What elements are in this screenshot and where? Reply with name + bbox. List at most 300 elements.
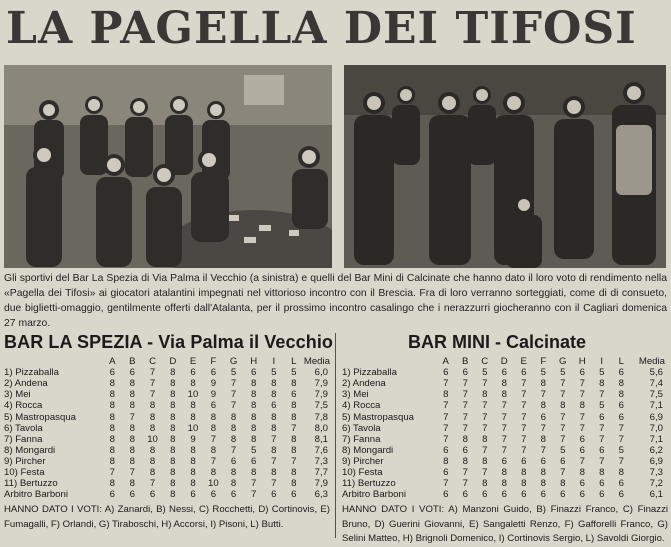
vote-cell: 5 xyxy=(251,444,257,456)
vote-cell: 7 xyxy=(462,378,468,390)
vote-cell: 8 xyxy=(291,411,297,423)
media-cell: 7,9 xyxy=(314,478,328,490)
table-row xyxy=(342,411,665,422)
vote-cell: 7 xyxy=(210,455,217,467)
vote-cell: 8 xyxy=(599,466,605,478)
player-name: 11) Bertuzzo xyxy=(342,478,396,490)
vote-cell: 7 xyxy=(521,400,527,412)
vote-cell: 8 xyxy=(291,478,297,490)
vote-cell: 6 xyxy=(618,411,624,423)
vote-cell: 5 xyxy=(230,367,237,379)
vote-cell: 8 xyxy=(109,422,115,434)
vote-cell: 8 xyxy=(149,422,156,434)
table-row xyxy=(342,434,665,445)
media-cell: 8,0 xyxy=(314,422,328,434)
vote-cell: 8 xyxy=(149,411,156,423)
player-name: 9) Pircher xyxy=(342,455,384,467)
vote-cell: 8 xyxy=(271,466,277,478)
vote-cell: 8 xyxy=(170,444,176,456)
table-row xyxy=(4,445,330,456)
vote-cell: 7 xyxy=(462,422,468,434)
vote-cell: 8 xyxy=(190,444,196,456)
column-header: G xyxy=(559,356,567,368)
vote-cell: 8 xyxy=(251,378,257,390)
table-row xyxy=(4,467,330,478)
player-name: 9) Pircher xyxy=(4,455,46,467)
vote-cell: 8 xyxy=(540,433,546,445)
vote-cell: 6 xyxy=(462,367,468,379)
vote-cell: 8 xyxy=(291,378,297,390)
player-name: 6) Tavola xyxy=(342,422,381,434)
vote-cell: 6 xyxy=(190,489,196,501)
column-header: E xyxy=(520,356,527,368)
vote-cell: 7 xyxy=(579,411,585,423)
vote-cell: 10 xyxy=(208,478,219,490)
vote-cell: 5 xyxy=(540,367,546,379)
vote-cell: 7 xyxy=(501,400,507,412)
section-title: BAR LA SPEZIA - Via Palma il Vecchio xyxy=(4,332,334,352)
vote-cell: 8 xyxy=(230,422,237,434)
vote-cell: 8 xyxy=(170,433,176,445)
vote-cell: 6 xyxy=(210,400,217,412)
vote-cell: 7 xyxy=(482,444,488,456)
vote-cell: 8 xyxy=(129,378,136,390)
vote-cell: 7 xyxy=(521,389,527,401)
vote-cell: 7 xyxy=(443,400,449,412)
vote-cell: 8 xyxy=(129,422,136,434)
photo-bar-la-spezia xyxy=(4,65,332,268)
vote-cell: 8 xyxy=(210,466,217,478)
vote-cell: 8 xyxy=(540,466,546,478)
vote-cell: 7 xyxy=(149,367,156,379)
vote-cell: 8 xyxy=(109,400,115,412)
table-header-row xyxy=(4,356,330,367)
vote-cell: 7 xyxy=(521,378,527,390)
vote-cell: 6 xyxy=(618,478,624,490)
vote-cell: 7 xyxy=(540,444,546,456)
table-row xyxy=(342,456,665,467)
vote-cell: 7 xyxy=(501,444,507,456)
vote-cell: 8 xyxy=(501,478,507,490)
vote-cell: 6 xyxy=(109,367,115,379)
vote-cell: 8 xyxy=(170,422,176,434)
media-cell: 7,7 xyxy=(314,466,328,478)
vote-cell: 6 xyxy=(230,455,237,467)
vote-cell: 7 xyxy=(501,411,507,423)
vote-cell: 8 xyxy=(170,378,176,390)
table-row xyxy=(342,489,665,500)
vote-cell: 6 xyxy=(599,444,605,456)
vote-cell: 5 xyxy=(560,444,566,456)
vote-cell: 7 xyxy=(129,466,136,478)
player-name: 1) Pizzaballa xyxy=(4,367,59,379)
vote-cell: 7 xyxy=(462,478,468,490)
column-header: C xyxy=(481,356,489,368)
vote-cell: 6 xyxy=(560,455,566,467)
vote-cell: 5 xyxy=(271,367,277,379)
media-cell: 7,9 xyxy=(314,389,328,401)
media-cell: 7,5 xyxy=(649,389,663,401)
voters-list: HANNO DATO I VOTI: A) Manzoni Guido, B) Finazzi Franco, C) Finazzi Bruno, D) Guerini Giovanni, E) Sangaletti Renzo, F) Gafforelli Franco, G) Selini Matteo, H) Brignoli Domenico, I) Cortinovis Sergio, L) Savoldi Giorgio. xyxy=(342,504,668,545)
vote-cell: 6 xyxy=(521,367,527,379)
vote-cell: 7 xyxy=(579,389,585,401)
player-name: 2) Andena xyxy=(4,378,48,390)
vote-cell: 8 xyxy=(230,411,237,423)
vote-cell: 8 xyxy=(170,411,176,423)
column-header: B xyxy=(462,356,469,368)
vote-cell: 8 xyxy=(521,478,527,490)
vote-cell: 8 xyxy=(251,400,257,412)
vote-cell: 6 xyxy=(501,367,507,379)
vote-cell: 9 xyxy=(190,433,196,445)
column-header: F xyxy=(210,356,217,368)
vote-cell: 6 xyxy=(540,489,546,501)
vote-cell: 10 xyxy=(147,433,158,445)
vote-cell: 8 xyxy=(109,411,115,423)
vote-cell: 8 xyxy=(149,400,156,412)
vote-cell: 8 xyxy=(230,478,237,490)
vote-cell: 6 xyxy=(291,489,297,501)
vote-cell: 8 xyxy=(501,378,507,390)
table-row xyxy=(4,423,330,434)
vote-cell: 6 xyxy=(210,367,217,379)
vote-cell: 6 xyxy=(579,489,585,501)
vote-cell: 6 xyxy=(291,389,297,401)
vote-cell: 7 xyxy=(462,466,468,478)
player-name: Arbitro Barboni xyxy=(342,489,406,501)
vote-cell: 7 xyxy=(271,433,277,445)
vote-cell: 7 xyxy=(149,389,156,401)
vote-cell: 8 xyxy=(618,466,624,478)
votes-table xyxy=(4,356,330,500)
vote-cell: 8 xyxy=(271,378,277,390)
vote-cell: 8 xyxy=(129,444,136,456)
vote-cell: 7 xyxy=(129,411,136,423)
table-row xyxy=(4,367,330,378)
vote-cell: 7 xyxy=(579,422,585,434)
vote-cell: 6 xyxy=(271,400,277,412)
vote-cell: 8 xyxy=(109,444,115,456)
player-name: 5) Mastropasqua xyxy=(342,411,414,423)
page-title: LA PAGELLA DEI TIFOSI xyxy=(6,3,637,54)
vote-cell: 7 xyxy=(109,466,115,478)
vote-cell: 6 xyxy=(618,400,624,412)
vote-cell: 8 xyxy=(170,489,176,501)
vote-cell: 8 xyxy=(271,422,277,434)
section-bar-mini xyxy=(342,330,668,547)
vote-cell: 6 xyxy=(462,444,468,456)
vote-cell: 6 xyxy=(579,444,585,456)
vote-cell: 7 xyxy=(501,433,507,445)
column-divider xyxy=(335,333,336,538)
vote-cell: 5 xyxy=(291,367,297,379)
vote-cell: 8 xyxy=(109,478,115,490)
vote-cell: 7 xyxy=(579,378,585,390)
vote-cell: 7 xyxy=(149,378,156,390)
vote-cell: 8 xyxy=(271,444,277,456)
media-cell: 7,1 xyxy=(649,400,663,412)
vote-cell: 6 xyxy=(599,489,605,501)
player-name: 8) Mongardi xyxy=(342,444,394,456)
table-row xyxy=(342,478,665,489)
vote-cell: 7 xyxy=(210,433,217,445)
media-cell: 7,9 xyxy=(314,378,328,390)
vote-cell: 6 xyxy=(271,489,277,501)
vote-cell: 6 xyxy=(109,489,115,501)
table-row xyxy=(342,389,665,400)
vote-cell: 6 xyxy=(482,489,488,501)
vote-cell: 7 xyxy=(560,422,566,434)
player-name: 4) Rocca xyxy=(4,400,43,412)
vote-cell: 6 xyxy=(443,466,449,478)
vote-cell: 8 xyxy=(540,378,546,390)
media-cell: 7,2 xyxy=(649,478,663,490)
vote-cell: 7 xyxy=(560,389,566,401)
vote-cell: 7 xyxy=(521,411,527,423)
vote-cell: 8 xyxy=(482,433,488,445)
vote-cell: 7 xyxy=(291,455,297,467)
vote-cell: 7 xyxy=(271,455,277,467)
vote-cell: 8 xyxy=(190,400,196,412)
media-cell: 6,9 xyxy=(649,455,663,467)
media-cell: 6,3 xyxy=(314,489,328,501)
vote-cell: 7 xyxy=(443,378,449,390)
vote-cell: 6 xyxy=(129,367,136,379)
vote-cell: 8 xyxy=(129,389,136,401)
player-name: 10) Festa xyxy=(342,466,383,478)
media-cell: 5,6 xyxy=(649,367,663,379)
player-name: 3) Mei xyxy=(342,389,369,401)
vote-cell: 6 xyxy=(210,489,217,501)
column-header: F xyxy=(540,356,547,368)
section-title: BAR MINI - Calcinate xyxy=(408,332,587,352)
vote-cell: 7 xyxy=(501,422,507,434)
player-name: 7) Fanna xyxy=(342,433,381,445)
vote-cell: 5 xyxy=(599,400,605,412)
vote-cell: 7 xyxy=(443,422,449,434)
column-header: H xyxy=(578,356,586,368)
table-row xyxy=(342,378,665,389)
vote-cell: 8 xyxy=(109,455,115,467)
vote-cell: 8 xyxy=(560,478,566,490)
vote-cell: 7 xyxy=(521,444,527,456)
vote-cell: 8 xyxy=(190,466,196,478)
vote-cell: 7 xyxy=(521,422,527,434)
vote-cell: 6 xyxy=(443,489,449,501)
vote-cell: 8 xyxy=(540,400,546,412)
vote-cell: 7 xyxy=(230,389,237,401)
player-name: 10) Festa xyxy=(4,466,45,478)
vote-cell: 8 xyxy=(210,411,217,423)
media-cell: 6,1 xyxy=(649,489,663,501)
vote-cell: 6 xyxy=(540,411,546,423)
media-cell: 7,1 xyxy=(649,433,663,445)
vote-cell: 8 xyxy=(482,389,488,401)
vote-cell: 7 xyxy=(560,411,566,423)
player-name: 1) Pizzaballa xyxy=(342,367,397,379)
column-header: L xyxy=(291,356,297,368)
media-cell: 7,3 xyxy=(314,455,328,467)
column-header: L xyxy=(618,356,624,368)
vote-cell: 6 xyxy=(129,489,136,501)
vote-cell: 8 xyxy=(170,478,176,490)
vote-cell: 8 xyxy=(291,400,297,412)
vote-cell: 7 xyxy=(462,400,468,412)
media-cell: 6,0 xyxy=(314,367,328,379)
table-row xyxy=(4,389,330,400)
media-cell: 7,5 xyxy=(314,400,328,412)
vote-cell: 8 xyxy=(170,466,176,478)
vote-cell: 8 xyxy=(190,411,196,423)
vote-cell: 8 xyxy=(129,400,136,412)
vote-cell: 8 xyxy=(170,367,176,379)
vote-cell: 6 xyxy=(540,455,546,467)
vote-cell: 8 xyxy=(170,455,176,467)
vote-cell: 7 xyxy=(230,378,237,390)
table-row xyxy=(4,378,330,389)
vote-cell: 8 xyxy=(210,444,217,456)
player-name: 8) Mongardi xyxy=(4,444,56,456)
vote-cell: 8 xyxy=(291,433,297,445)
table-row xyxy=(4,478,330,489)
vote-cell: 8 xyxy=(521,466,527,478)
media-cell: 6,2 xyxy=(649,444,663,456)
vote-cell: 6 xyxy=(618,367,624,379)
table-row xyxy=(342,445,665,456)
vote-cell: 6 xyxy=(501,489,507,501)
vote-cell: 8 xyxy=(149,444,156,456)
vote-cell: 8 xyxy=(271,411,277,423)
vote-cell: 8 xyxy=(501,466,507,478)
header-blank xyxy=(4,356,102,367)
column-header: I xyxy=(272,356,276,368)
vote-cell: 6 xyxy=(443,367,449,379)
vote-cell: 7 xyxy=(482,411,488,423)
table-row xyxy=(4,411,330,422)
player-name: 11) Bertuzzo xyxy=(4,478,58,490)
table-row xyxy=(342,367,665,378)
vote-cell: 8 xyxy=(109,433,115,445)
column-header: I xyxy=(600,356,604,368)
vote-cell: 8 xyxy=(149,455,156,467)
vote-cell: 8 xyxy=(251,433,257,445)
vote-cell: 8 xyxy=(190,455,196,467)
column-header: C xyxy=(149,356,157,368)
vote-cell: 6 xyxy=(599,478,605,490)
vote-cell: 7 xyxy=(560,466,566,478)
photo-caption: Gli sportivi del Bar La Spezia di Via Palma il Vecchio (a sinistra) e quelli del Bar Mini di Calcinate che hanno dato il loro voto di rendimento nella «Pagella dei Tifosi» ai giocatori atalantini impegnati nel vittorioso incontro con il Brescia. Fra di loro verranno sorteggiati, come di di consueto, due biglietti-omaggio, gentilmente offerti dall'Atalanta, per il prossimo incontro casalingo che i nerazzurri giocheranno con il Cagliari domenica 27 marzo. xyxy=(4,273,667,329)
media-cell: 6,9 xyxy=(649,411,663,423)
vote-cell: 8 xyxy=(443,455,449,467)
vote-cell: 6 xyxy=(579,433,585,445)
vote-cell: 7 xyxy=(599,455,605,467)
vote-cell: 8 xyxy=(462,455,468,467)
vote-cell: 7 xyxy=(443,478,449,490)
vote-cell: 7 xyxy=(560,378,566,390)
vote-cell: 7 xyxy=(251,489,257,501)
vote-cell: 8 xyxy=(599,378,605,390)
vote-cell: 6 xyxy=(462,489,468,501)
vote-cell: 8 xyxy=(109,378,115,390)
table-row xyxy=(342,467,665,478)
vote-cell: 8 xyxy=(618,389,624,401)
vote-cell: 7 xyxy=(482,378,488,390)
vote-cell: 5 xyxy=(482,367,488,379)
table-row xyxy=(4,456,330,467)
player-name: 2) Andena xyxy=(342,378,386,390)
vote-cell: 8 xyxy=(618,378,624,390)
vote-cell: 10 xyxy=(187,422,199,434)
vote-cell: 7 xyxy=(618,455,624,467)
vote-cell: 8 xyxy=(170,389,176,401)
vote-cell: 6 xyxy=(251,455,257,467)
vote-cell: 8 xyxy=(579,466,585,478)
vote-cell: 7 xyxy=(251,478,257,490)
vote-cell: 8 xyxy=(129,478,136,490)
column-header: D xyxy=(169,356,177,368)
vote-cell: 6 xyxy=(149,489,156,501)
voters-list: HANNO DATO I VOTI: A) Zanardi, B) Nessi, C) Rocchetti, D) Cortinovis, E) Fumagalli, F) Orlandi, G) Tiraboschi, H) Accorsi, I) Pisoni, L) Butti. xyxy=(4,504,330,530)
table-row xyxy=(4,400,330,411)
vote-cell: 8 xyxy=(482,478,488,490)
table-row xyxy=(342,423,665,434)
column-header: B xyxy=(129,356,136,368)
vote-cell: 8 xyxy=(109,389,115,401)
vote-cell: 8 xyxy=(291,466,297,478)
vote-cell: 6 xyxy=(501,455,507,467)
media-header: Media xyxy=(303,356,330,368)
column-header: A xyxy=(442,356,449,368)
vote-cell: 7 xyxy=(560,433,566,445)
vote-cell: 7 xyxy=(579,455,585,467)
vote-cell: 7 xyxy=(599,389,605,401)
vote-cell: 6 xyxy=(579,478,585,490)
media-cell: 7,4 xyxy=(649,378,663,390)
vote-cell: 6 xyxy=(230,489,237,501)
player-name: 6) Tavola xyxy=(4,422,43,434)
vote-cell: 8 xyxy=(579,400,585,412)
column-header: G xyxy=(229,356,238,368)
vote-cell: 8 xyxy=(210,422,217,434)
vote-cell: 8 xyxy=(149,466,156,478)
header-blank xyxy=(342,356,436,367)
player-name: 5) Mastropasqua xyxy=(4,411,76,423)
vote-cell: 7 xyxy=(540,389,546,401)
votes-table-body xyxy=(342,367,665,500)
vote-cell: 7 xyxy=(230,444,237,456)
votes-table-body xyxy=(4,367,330,500)
vote-cell: 7 xyxy=(271,478,277,490)
vote-cell: 8 xyxy=(540,478,546,490)
table-row xyxy=(4,434,330,445)
vote-cell: 6 xyxy=(579,367,585,379)
player-name: 4) Rocca xyxy=(342,400,381,412)
table-row xyxy=(342,400,665,411)
vote-cell: 8 xyxy=(560,400,566,412)
votes-table xyxy=(342,356,665,500)
media-cell: 7,6 xyxy=(314,444,328,456)
vote-cell: 8 xyxy=(190,478,196,490)
column-header: D xyxy=(500,356,508,368)
table-header-row xyxy=(342,356,665,367)
table-row xyxy=(4,489,330,500)
vote-cell: 7 xyxy=(540,422,546,434)
vote-cell: 7 xyxy=(462,411,468,423)
vote-cell: 5 xyxy=(618,444,624,456)
section-bar-la-spezia xyxy=(4,330,334,532)
vote-cell: 6 xyxy=(521,455,527,467)
vote-cell: 8 xyxy=(190,378,196,390)
